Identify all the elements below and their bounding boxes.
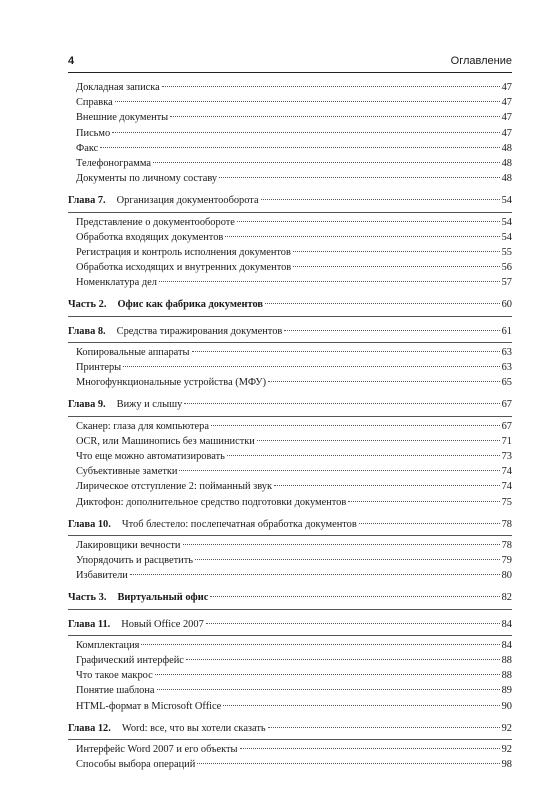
toc-entry-title [76,230,223,245]
toc-chapter-heading [68,324,512,339]
toc-page-number: 80 [501,570,512,582]
toc-page-number: 89 [501,685,512,697]
toc-page-number: 82 [501,592,512,604]
toc-entry [68,345,512,360]
toc-entry [68,568,512,583]
toc-entry-title [68,721,266,736]
toc-entry [68,95,512,110]
toc-title-text: Телефонограмма [76,157,151,169]
dot-leader [197,763,499,764]
toc-chapter-heading [68,517,512,532]
dot-leader [141,644,499,645]
toc-page-number: 54 [501,231,512,243]
toc-title-text: Новый Office 2007 [121,618,204,630]
toc-title-text: Чтоб блестело: послепечатная обработка документов [121,518,357,530]
dot-leader [115,101,500,102]
toc-page-number: 48 [501,142,512,154]
toc-entry-title [76,375,266,390]
toc-page-number: 92 [501,722,512,734]
toc-title-text: Что такое макрос [76,670,153,682]
toc-title-text: Письмо [76,127,111,139]
divider [68,535,512,536]
toc-entry [68,742,512,757]
toc-page-number: 55 [501,246,512,258]
divider [68,635,512,636]
toc-entry [68,245,512,260]
dot-leader [293,266,499,267]
toc-entry [68,171,512,186]
toc-title-text: Регистрация и контроль исполнения документов [76,246,291,258]
toc-title-text: Копировальные аппараты [76,346,190,358]
toc-entry [68,260,512,275]
toc-page-number: 78 [501,518,512,530]
toc-page-number: 84 [501,639,512,651]
divider [68,609,512,610]
dot-leader [195,559,500,560]
divider [68,316,512,317]
toc-page-number: 47 [501,82,512,93]
toc-entry-title [76,742,238,757]
toc-label: Часть 3. [68,592,107,604]
dot-leader [268,381,500,382]
dot-leader [159,281,500,282]
toc-title-text: Сканер: глаза для компьютера [76,420,209,432]
toc-page-number: 47 [501,127,512,139]
toc-part-heading [68,590,512,605]
toc-entry [68,653,512,668]
toc-entry [68,449,512,464]
toc-title-text: Факс [76,142,99,154]
toc-title-text: Справка [76,97,113,109]
divider [68,416,512,417]
toc-entry-title [76,757,195,772]
toc-title-text: Внешние документы [76,112,169,124]
toc-entry-title [76,434,255,449]
dot-leader [186,659,500,660]
toc-title-text: Графический интерфейс [76,655,184,666]
dot-leader [170,116,499,117]
toc-entry-title [76,699,221,714]
dot-leader [123,366,499,367]
toc-entry-title [76,683,155,698]
toc-entry-title [76,156,151,171]
toc-page-number: 61 [501,325,512,337]
toc-label: Глава 12. [68,722,111,734]
toc-entry-title [68,193,259,208]
toc-title-text: Вижу и слышу [116,399,183,411]
divider [68,342,512,343]
toc-entry-title [68,297,263,312]
dot-leader [192,351,500,352]
toc-page-number: 84 [501,618,512,630]
toc-entry-title [76,638,139,653]
toc-entry-title [68,397,182,412]
toc-entry-title [76,275,157,290]
toc-entry [68,141,512,156]
dot-leader [155,674,500,675]
toc-entry-title [76,171,217,186]
dot-leader [240,748,500,749]
toc-page-number: 47 [501,112,512,124]
dot-leader [257,440,500,441]
toc-title-text: Принтеры [76,362,122,373]
toc-entry-title [76,464,177,479]
toc-entry-title [68,617,204,632]
toc-entry-title [76,553,193,568]
toc-label: Глава 10. [68,518,111,530]
toc-title-text: Обработка входящих документов [76,231,224,243]
dot-leader [112,132,499,133]
toc-chapter-heading [68,193,512,208]
dot-leader [184,403,499,404]
toc-entry [68,638,512,653]
page-header [68,52,512,73]
toc-title-text: Лирическое отступление 2: пойманный звук [76,481,273,493]
toc-entry [68,360,512,375]
divider [68,739,512,740]
toc-entry-title [68,324,282,339]
toc-page-number: 48 [501,157,512,169]
toc-label: Глава 8. [68,325,106,337]
toc-entry-title [76,215,235,230]
toc-entry-title [76,126,110,141]
toc-page-number: 65 [501,377,512,389]
toc-label: Глава 9. [68,399,106,411]
toc-page-number: 63 [501,362,512,373]
toc-title-text: Что еще можно автоматизировать [76,450,225,462]
toc-title-text: Диктофон: дополнительное средство подготовки документов [76,496,347,508]
toc-entry-title [76,245,291,260]
toc-title-text: Обработка исходящих и внутренних документов [76,262,292,274]
toc-part-heading [68,297,512,312]
toc-entry [68,464,512,479]
dot-leader [293,251,500,252]
running-title: Оглавление [450,55,512,67]
dot-leader [237,221,500,222]
dot-leader [261,199,500,200]
toc-entry-title [76,95,113,110]
toc-page-number: 54 [501,216,512,228]
dot-leader [183,544,500,545]
toc-page-number: 63 [501,346,512,358]
dot-leader [274,485,500,486]
divider [68,212,512,213]
toc-entry-title [68,590,208,605]
toc-page-number: 67 [501,399,512,411]
dot-leader [223,705,499,706]
toc-title-text: Средства тиражирования документов [116,325,283,337]
toc-page-number: 48 [501,173,512,185]
toc-page-number: 60 [501,299,512,311]
toc-entry [68,80,512,95]
toc-title-text: Докладная записка [76,82,160,93]
toc-entry [68,434,512,449]
toc-page-number: 74 [501,466,512,478]
toc-title-text: Word: все, что вы хотели сказать [121,722,266,734]
toc-chapter-heading [68,397,512,412]
toc-title-text: Понятие шаблона [76,685,155,697]
toc-entry-title [68,517,357,532]
toc-entry [68,699,512,714]
toc-entry-title [76,495,346,510]
toc-entry [68,215,512,230]
toc-entry [68,479,512,494]
dot-leader [268,727,500,728]
dot-leader [227,455,500,456]
toc-page-number: 74 [501,481,512,493]
toc-page-number: 88 [501,655,512,666]
toc-chapter-heading [68,721,512,736]
toc-entry [68,419,512,434]
toc-entry [68,538,512,553]
toc-title-text: Интерфейс Word 2007 и его объекты [76,743,238,755]
toc-entry-title [76,668,153,683]
toc-page-number: 90 [501,700,512,712]
toc-title-text: Комплектация [76,639,140,651]
toc-entry-title [76,449,225,464]
toc-entry-title [76,260,291,275]
dot-leader [153,162,500,163]
dot-leader [206,623,500,624]
toc-page-number: 71 [501,435,512,447]
toc-page-number: 88 [501,670,512,682]
toc-page-number: 75 [501,496,512,508]
toc-entry [68,495,512,510]
toc-entry [68,230,512,245]
toc-entry [68,110,512,125]
toc-title-text: Документы по личному составу [76,173,218,185]
table-of-contents [68,80,512,772]
toc-page-number: 78 [501,539,512,551]
toc-page-number: 73 [501,450,512,462]
toc-entry-title [76,479,272,494]
toc-entry-title [76,653,184,668]
toc-label: Глава 7. [68,195,106,207]
dot-leader [211,425,500,426]
toc-label: Глава 11. [68,618,111,630]
toc-entry [68,375,512,390]
toc-entry [68,156,512,171]
toc-entry-title [76,141,98,156]
toc-entry [68,126,512,141]
toc-entry [68,683,512,698]
toc-entry-title [76,538,181,553]
toc-entry-title [76,568,128,583]
page-number: 4 [68,55,75,67]
dot-leader [130,574,500,575]
dot-leader [225,236,499,237]
dot-leader [179,470,499,471]
dot-leader [219,177,500,178]
toc-title-text: Представление о документообороте [76,216,235,228]
toc-title-text: Виртуальный офис [117,592,209,604]
toc-title-text: Упорядочить и расцветить [76,555,194,567]
dot-leader [265,303,500,304]
toc-page-number: 54 [501,195,512,207]
toc-entry [68,757,512,772]
toc-entry-title [76,80,160,95]
toc-label: Часть 2. [68,299,107,311]
toc-page-number: 79 [501,555,512,567]
dot-leader [210,596,499,597]
toc-title-text: Избавители [76,570,128,582]
toc-title-text: OCR, или Машинопись без машинистки [76,435,255,447]
dot-leader [157,689,500,690]
toc-entry [68,668,512,683]
toc-page-number: 47 [501,97,512,109]
toc-entry-title [76,360,121,375]
toc-title-text: Номенклатура дел [76,277,157,289]
toc-page-number: 98 [501,759,512,771]
toc-page-number: 92 [501,743,512,755]
toc-title-text: Офис как фабрика документов [117,299,264,311]
toc-entry-title [76,345,190,360]
toc-entry [68,553,512,568]
toc-title-text: Многофункциональные устройства (МФУ) [76,377,267,389]
toc-title-text: HTML-формат в Microsoft Office [76,700,222,712]
dot-leader [284,330,499,331]
toc-page-number: 57 [501,277,512,289]
toc-title-text: Способы выбора операций [76,759,196,771]
dot-leader [348,501,499,502]
toc-title-text: Субъективные заметки [76,466,178,478]
toc-title-text: Лакировщики вечности [76,539,181,551]
toc-page-number: 67 [501,420,512,432]
toc-title-text: Организация документооборота [116,195,259,207]
toc-entry-title [76,110,168,125]
dot-leader [359,523,500,524]
toc-entry-title [76,419,209,434]
toc-entry [68,275,512,290]
toc-chapter-heading [68,617,512,632]
dot-leader [162,86,500,87]
toc-page-number: 56 [501,262,512,274]
dot-leader [100,147,499,148]
